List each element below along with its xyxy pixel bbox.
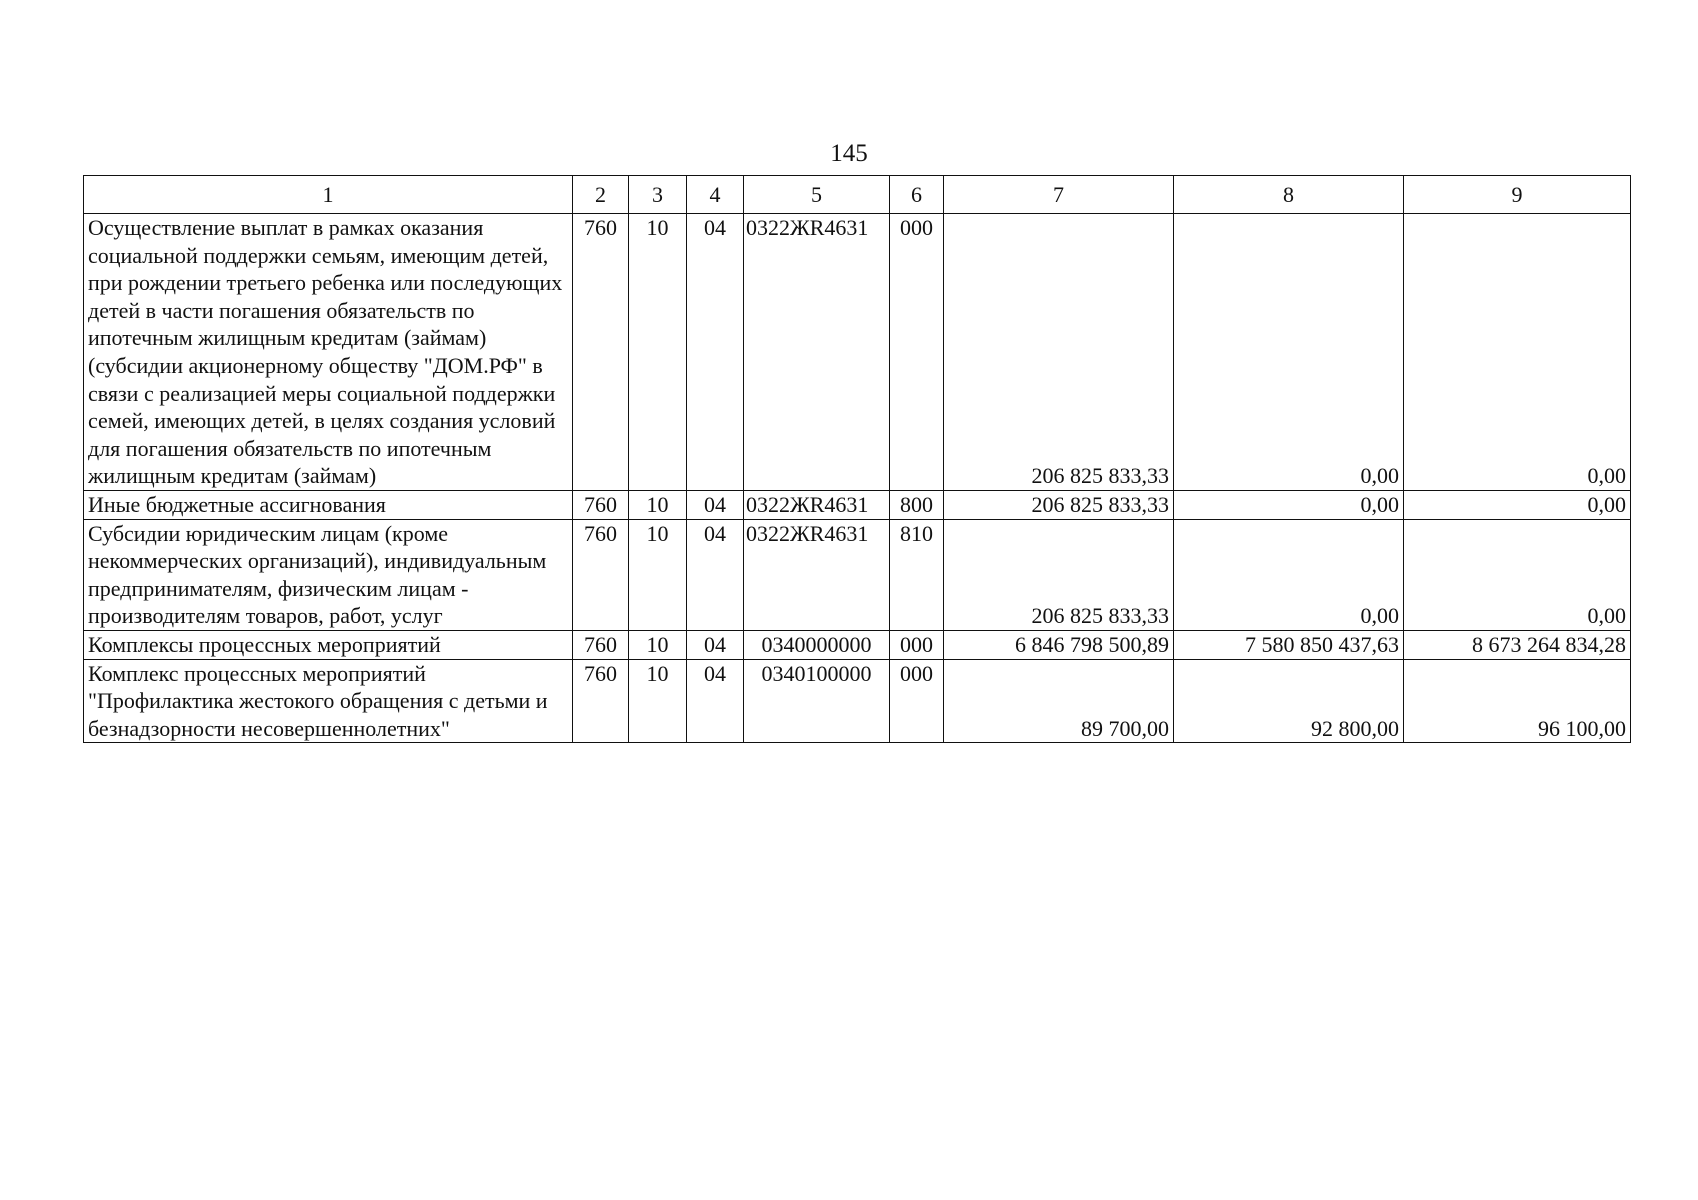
page-number: 145	[830, 140, 868, 167]
row-amount-col8: 0,00	[1174, 214, 1404, 491]
row-amount-col8: 7 580 850 437,63	[1174, 630, 1404, 659]
row-amount-col8: 92 800,00	[1174, 659, 1404, 743]
row-code-col6: 800	[890, 490, 944, 519]
row-description: Комплексы процессных мероприятий	[84, 630, 573, 659]
table-row	[84, 659, 1631, 743]
budget-table	[83, 175, 1631, 743]
column-header-8: 8	[1174, 176, 1404, 214]
row-description: Комплекс процессных мероприятий "Профилактика жестокого обращения с детьми и безнадзорности несовершеннолетних"	[84, 659, 573, 743]
row-amount-col7: 6 846 798 500,89	[944, 630, 1174, 659]
row-code-col5: 0322ЖR4631	[744, 214, 890, 491]
column-header-7: 7	[944, 176, 1174, 214]
row-code-col4: 04	[687, 214, 744, 491]
row-code-col4: 04	[687, 630, 744, 659]
row-code-col6: 810	[890, 519, 944, 630]
row-code-col5: 0340000000	[744, 630, 890, 659]
column-header-4: 4	[687, 176, 744, 214]
row-code-col5: 0340100000	[744, 659, 890, 743]
row-amount-col7: 89 700,00	[944, 659, 1174, 743]
row-amount-col9: 0,00	[1404, 490, 1631, 519]
row-amount-col9: 96 100,00	[1404, 659, 1631, 743]
row-description: Осуществление выплат в рамках оказания социальной поддержки семьям, имеющим детей, при рождении третьего ребенка или последующих детей в части погашения обязательств по ипотечным жилищным кредитам (займам) (субсидии акционерному обществу "ДОМ.РФ" в связи с реализацией меры социальной поддержки семей, имеющих детей, в целях создания условий для погашения обязательств по ипотечным жилищным кредитам (займам)	[84, 214, 573, 491]
row-amount-col9: 8 673 264 834,28	[1404, 630, 1631, 659]
row-description: Иные бюджетные ассигнования	[84, 490, 573, 519]
column-header-1: 1	[84, 176, 573, 214]
table-header-row	[84, 176, 1631, 214]
row-code-col4: 04	[687, 519, 744, 630]
row-code-col6: 000	[890, 214, 944, 491]
row-code-col3: 10	[629, 490, 687, 519]
row-description: Субсидии юридическим лицам (кроме некоммерческих организаций), индивидуальным предпринимателям, физическим лицам - производителям товаров, работ, услуг	[84, 519, 573, 630]
row-amount-col8: 0,00	[1174, 519, 1404, 630]
row-code-col2: 760	[573, 214, 629, 491]
row-code-col6: 000	[890, 630, 944, 659]
row-code-col6: 000	[890, 659, 944, 743]
row-amount-col9: 0,00	[1404, 214, 1631, 491]
table-row	[84, 630, 1631, 659]
row-code-col2: 760	[573, 519, 629, 630]
row-code-col3: 10	[629, 630, 687, 659]
row-code-col3: 10	[629, 214, 687, 491]
column-header-9: 9	[1404, 176, 1631, 214]
table-row	[84, 490, 1631, 519]
row-amount-col7: 206 825 833,33	[944, 214, 1174, 491]
row-amount-col9: 0,00	[1404, 519, 1631, 630]
row-code-col2: 760	[573, 630, 629, 659]
column-header-2: 2	[573, 176, 629, 214]
table-row	[84, 519, 1631, 630]
column-header-3: 3	[629, 176, 687, 214]
row-code-col2: 760	[573, 490, 629, 519]
row-code-col3: 10	[629, 659, 687, 743]
column-header-6: 6	[890, 176, 944, 214]
row-code-col5: 0322ЖR4631	[744, 519, 890, 630]
row-amount-col7: 206 825 833,33	[944, 519, 1174, 630]
row-code-col4: 04	[687, 659, 744, 743]
row-amount-col7: 206 825 833,33	[944, 490, 1174, 519]
row-code-col5: 0322ЖR4631	[744, 490, 890, 519]
row-code-col4: 04	[687, 490, 744, 519]
table-row	[84, 214, 1631, 491]
column-header-5: 5	[744, 176, 890, 214]
row-code-col2: 760	[573, 659, 629, 743]
row-code-col3: 10	[629, 519, 687, 630]
row-amount-col8: 0,00	[1174, 490, 1404, 519]
